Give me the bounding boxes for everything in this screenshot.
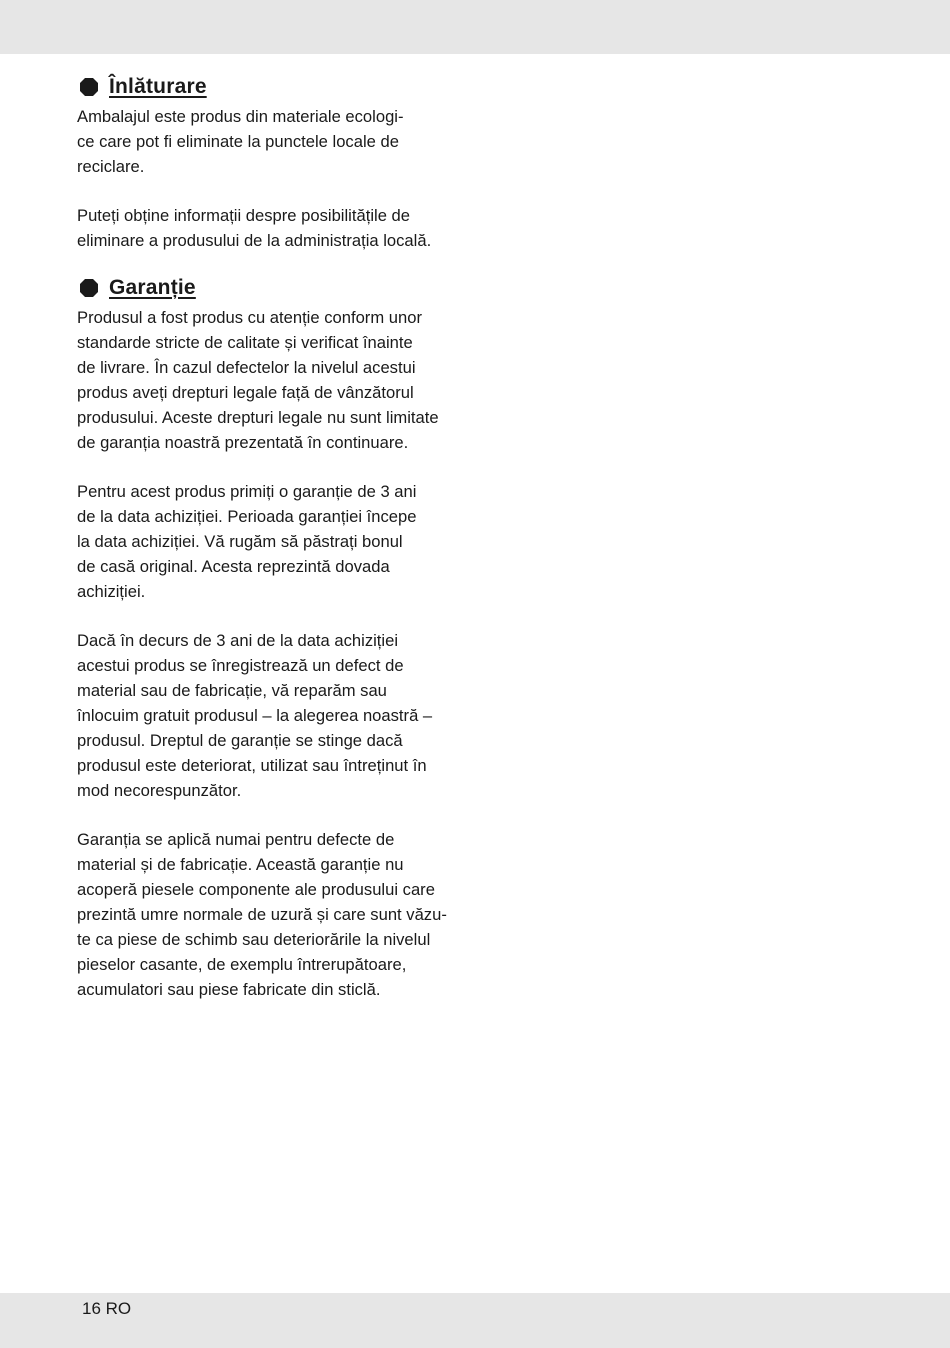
footer-band	[0, 1293, 950, 1348]
paragraph: Ambalajul este produs din materiale ecologi- ce care pot fi eliminate la punctele locale de reciclare.	[77, 107, 404, 176]
paragraph: Produsul a fost produs cu atenție conform unor standarde stricte de calitate și verificat înainte de livrare. În cazul defectelor la nivelul acestui produs aveți drepturi legale față de vânzătorul produsului. Aceste drepturi legale nu sunt limitate de garanția noastră prezentată în continuare.	[77, 308, 439, 452]
top-band	[0, 0, 950, 54]
paragraph: Pentru acest produs primiți o garanție de 3 ani de la data achiziției. Perioada garanției începe la data achiziției. Vă rugăm să păstrați bonul de casă original. Acesta reprezintă dovada achiziției.	[77, 482, 417, 601]
paragraph: Garanția se aplică numai pentru defecte de material și de fabricație. Această garanție nu acoperă piesele componente ale produsului care prezintă umre normale de uzură și care sunt văzu- te ca piese de schimb sau deteriorările la nivelul pieselor casante, de exemplu întrerupătoare, acumulatori sau piese fabricate din sticlă.	[77, 830, 447, 999]
paragraph: Dacă în decurs de 3 ani de la data achiziției acestui produs se înregistrează un defect de material sau de fabricație, vă reparăm sau înlocuim gratuit produsul – la alegerea noastră – produsul. Dreptul de garanție se stinge dacă produsul este deteriorat, utilizat sau întreținut în mod necorespunzător.	[77, 631, 433, 800]
page-number: 16 RO	[82, 1299, 132, 1318]
page-content	[77, 70, 472, 1002]
paragraph: Puteți obține informații despre posibilitățile de eliminare a produsului de la administrația locală.	[77, 206, 432, 250]
octagon-bullet-icon	[79, 77, 99, 97]
octagon-bullet-icon	[79, 278, 99, 298]
section-heading-disposal	[77, 70, 472, 104]
section-title: Garanție	[109, 276, 196, 299]
section-warranty	[77, 271, 472, 1002]
section-heading-warranty	[77, 271, 472, 305]
section-disposal	[77, 70, 472, 253]
section-title: Înlăturare	[109, 75, 207, 98]
